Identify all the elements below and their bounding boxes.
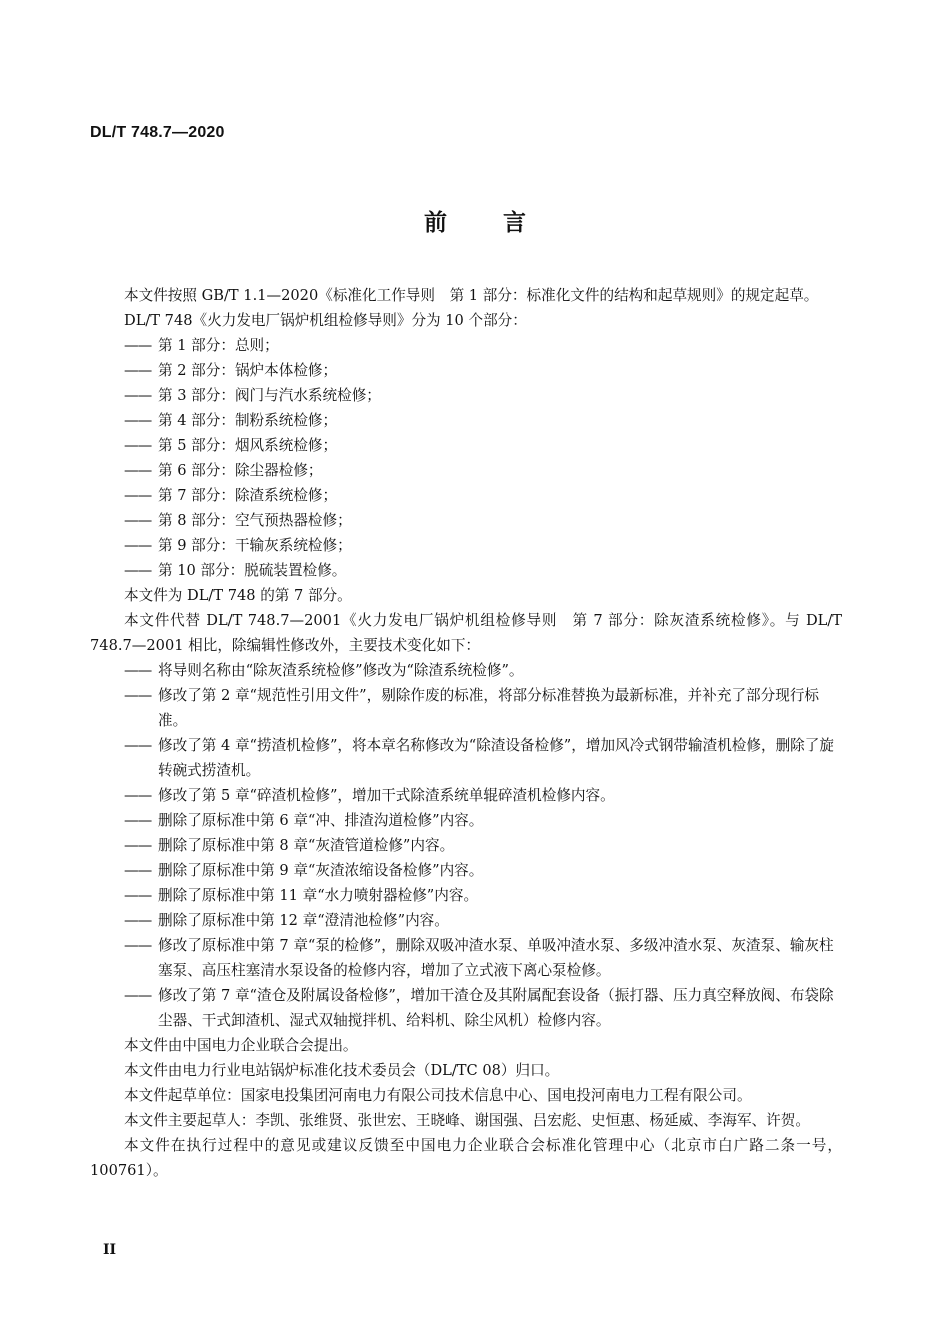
dash-mark: —— xyxy=(124,437,152,454)
list-item xyxy=(90,933,842,983)
list-item-text: 删除了原标准中第 6 章“冲、排渣沟道检修”内容。 xyxy=(158,812,484,829)
list-item xyxy=(90,833,842,858)
title-char-1: 前 xyxy=(424,209,447,236)
dash-mark: —— xyxy=(124,912,152,929)
dash-mark: —— xyxy=(124,787,152,804)
dash-mark: —— xyxy=(124,937,152,954)
dash-mark: —— xyxy=(124,387,152,404)
dash-mark: —— xyxy=(124,862,152,879)
list-item xyxy=(90,358,842,383)
list-item-text: 修改了第 5 章“碎渣机检修”，增加干式除渣系统单辊碎渣机检修内容。 xyxy=(158,787,615,804)
paragraph-drafters: 本文件主要起草人：李凯、张维贤、张世宏、王晓峰、谢国强、吕宏彪、史恒惠、杨延威、李海军、许贺。 xyxy=(124,1112,810,1129)
document-body xyxy=(90,283,842,1183)
paragraph-drafting-units: 本文件起草单位：国家电投集团河南电力有限公司技术信息中心、国电投河南电力工程有限公司。 xyxy=(124,1087,752,1104)
list-item-text: 删除了原标准中第 11 章“水力喷射器检修”内容。 xyxy=(158,887,479,904)
list-item xyxy=(90,808,842,833)
document-number: DL/T 748.7—2020 xyxy=(90,124,225,141)
page-title xyxy=(0,204,950,237)
dash-mark: —— xyxy=(124,512,152,529)
list-item-text: 将导则名称由“除灰渣系统检修”修改为“除渣系统检修”。 xyxy=(158,662,524,679)
paragraph-committee: 本文件由电力行业电站锅炉标准化技术委员会（DL/TC 08）归口。 xyxy=(124,1062,560,1079)
list-item-text: 修改了原标准中第 7 章“泵的检修”，删除双吸冲渣水泵、单吸冲渣水泵、多级冲渣水泵、灰渣泵、输灰柱塞泵、高压柱塞清水泵设备的检修内容，增加了立式液下离心泵检修。 xyxy=(158,937,834,979)
list-item-text: 第 8 部分：空气预热器检修； xyxy=(158,512,352,529)
list-item xyxy=(90,983,842,1033)
list-item xyxy=(90,533,842,558)
list-item-text: 第 9 部分：干输灰系统检修； xyxy=(158,537,352,554)
paragraph-feedback: 本文件在执行过程中的意见或建议反馈至中国电力企业联合会标准化管理中心（北京市白广路二条一号，100761）。 xyxy=(90,1137,842,1179)
paragraph-basis: 本文件按照 GB/T 1.1—2020《标准化工作导则 第 1 部分：标准化文件的结构和起草规则》的规定起草。 xyxy=(124,287,819,304)
list-item xyxy=(90,783,842,808)
dash-mark: —— xyxy=(124,412,152,429)
list-item xyxy=(90,908,842,933)
list-item-text: 删除了原标准中第 9 章“灰渣浓缩设备检修”内容。 xyxy=(158,862,484,879)
list-item-text: 第 5 部分：烟风系统检修； xyxy=(158,437,338,454)
dash-mark: —— xyxy=(124,462,152,479)
dash-mark: —— xyxy=(124,812,152,829)
list-item xyxy=(90,883,842,908)
list-item-text: 修改了第 2 章“规范性引用文件”，剔除作废的标准，将部分标准替换为最新标准，并补充了部分现行标准。 xyxy=(158,687,820,729)
list-item-text: 第 6 部分：除尘器检修； xyxy=(158,462,323,479)
list-item xyxy=(90,658,842,683)
dash-mark: —— xyxy=(124,737,152,754)
paragraph-replaces: 本文件代替 DL/T 748.7—2001《火力发电厂锅炉机组检修导则 第 7 部分：除灰渣系统检修》。与 DL/T 748.7—2001 相比，除编辑性修改外，主要技术变化如下： xyxy=(90,612,842,654)
list-item-text: 第 10 部分：脱硫装置检修。 xyxy=(158,562,347,579)
list-item-text: 第 3 部分：阀门与汽水系统检修； xyxy=(158,387,381,404)
paragraph-parts-intro: DL/T 748《火力发电厂锅炉机组检修导则》分为 10 个部分： xyxy=(124,312,527,329)
list-item-text: 第 7 部分：除渣系统检修； xyxy=(158,487,338,504)
list-item xyxy=(90,383,842,408)
dash-mark: —— xyxy=(124,487,152,504)
list-item xyxy=(90,683,842,733)
list-item-text: 第 4 部分：制粉系统检修； xyxy=(158,412,338,429)
dash-mark: —— xyxy=(124,837,152,854)
dash-mark: —— xyxy=(124,562,152,579)
dash-mark: —— xyxy=(124,687,152,704)
list-item xyxy=(90,483,842,508)
dash-mark: —— xyxy=(124,987,152,1004)
list-item xyxy=(90,858,842,883)
list-item-text: 第 1 部分：总则； xyxy=(158,337,279,354)
dash-mark: —— xyxy=(124,362,152,379)
dash-mark: —— xyxy=(124,537,152,554)
dash-mark: —— xyxy=(124,662,152,679)
list-item xyxy=(90,458,842,483)
paragraph-this-part: 本文件为 DL/T 748 的第 7 部分。 xyxy=(124,587,352,604)
list-item-text: 修改了第 7 章“渣仓及附属设备检修”，增加干渣仓及其附属配套设备（振打器、压力真空释放阀、布袋除尘器、干式卸渣机、湿式双轴搅拌机、给料机、除尘风机）检修内容。 xyxy=(158,987,834,1029)
list-item xyxy=(90,733,842,783)
dash-mark: —— xyxy=(124,887,152,904)
list-item xyxy=(90,508,842,533)
list-item xyxy=(90,408,842,433)
list-item-text: 删除了原标准中第 12 章“澄清池检修”内容。 xyxy=(158,912,449,929)
list-item-text: 删除了原标准中第 8 章“灰渣管道检修”内容。 xyxy=(158,837,455,854)
dash-mark: —— xyxy=(124,337,152,354)
list-item xyxy=(90,433,842,458)
list-item xyxy=(90,333,842,358)
list-item-text: 修改了第 4 章“捞渣机检修”，将本章名称修改为“除渣设备检修”，增加风冷式钢带输渣机检修，删除了旋转碗式捞渣机。 xyxy=(158,737,834,779)
list-item-text: 第 2 部分：锅炉本体检修； xyxy=(158,362,338,379)
list-item xyxy=(90,558,842,583)
page-number: II xyxy=(103,1242,117,1258)
title-char-2: 言 xyxy=(503,209,526,236)
paragraph-proposer: 本文件由中国电力企业联合会提出。 xyxy=(124,1037,358,1054)
